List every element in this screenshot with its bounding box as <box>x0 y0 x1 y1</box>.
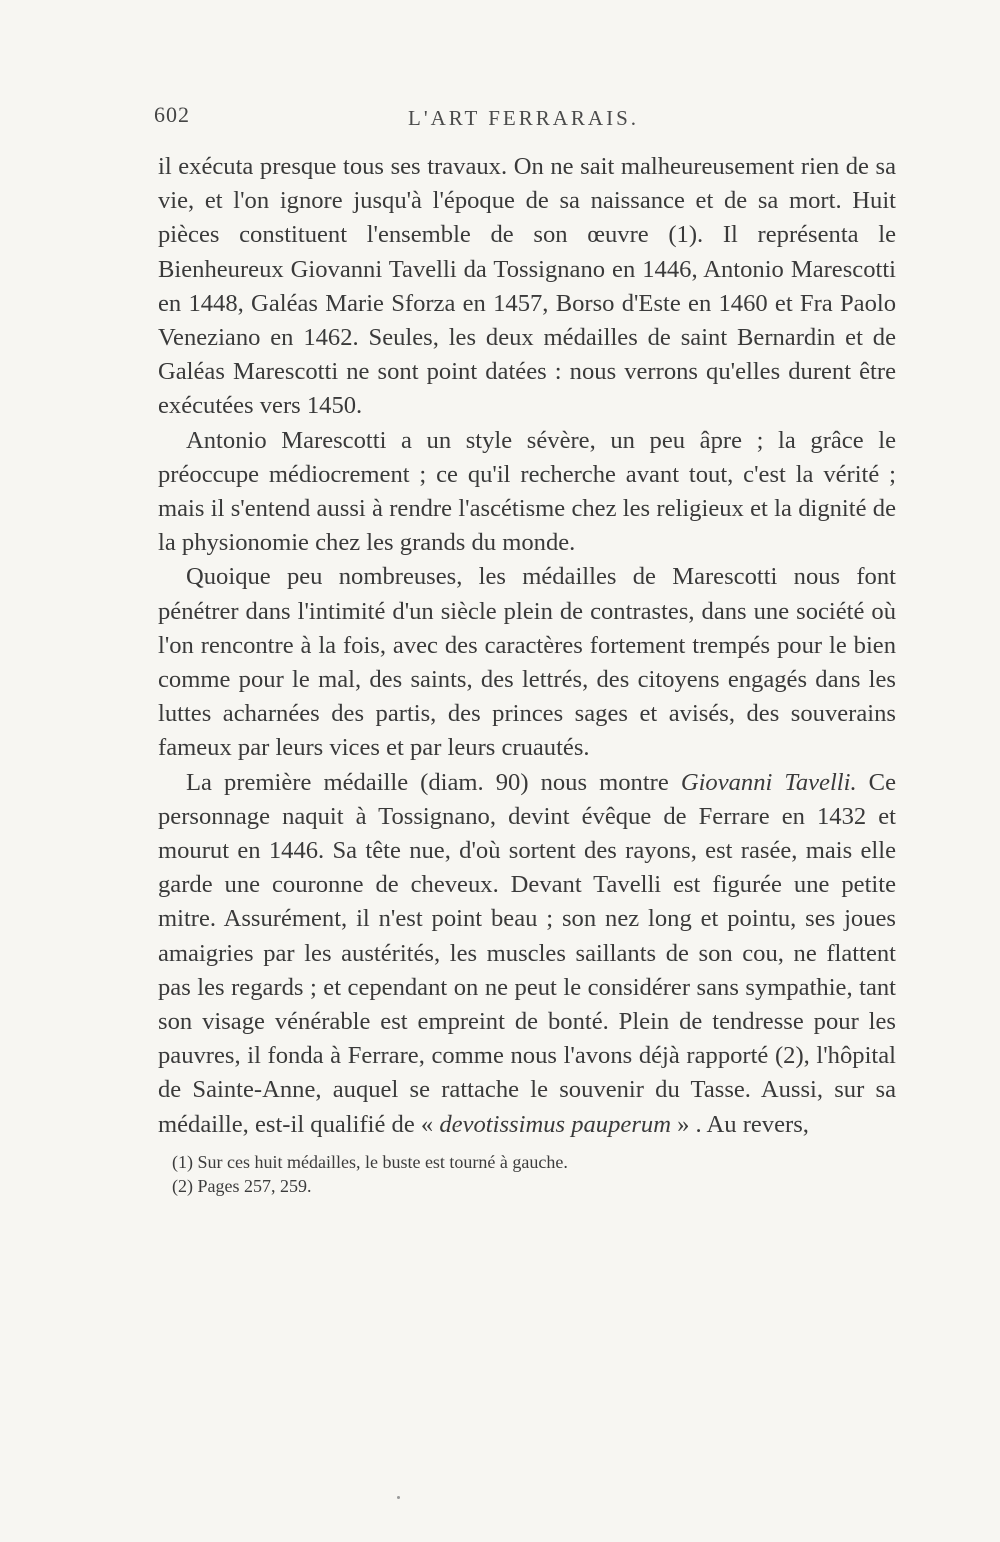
paragraph-2: Antonio Marescotti a un style sévère, un peu âpre ; la grâce le préoccupe médiocrement ; ce qu'il recherche avant tout, c'est la vérité ; mais il s'entend aussi à rendre l'ascétisme chez les religieux et la dignité de la physionomie chez les grands du monde. <box>158 426 896 557</box>
paragraph-4-part-b: Ce personnage naquit à Tossignano, devint évêque de Ferrare en 1432 et mourut en 1446. Sa tête nue, d'où sortent des rayons, est rasée, mais elle garde une couronne de cheveux. Devant Tavelli est figurée une petite mitre. Assurément, il n'est point beau ; son nez long et pointu, ses joues amaigries par les austérités, les muscles saillants de son cou, ne flattent pas les regards ; et cependant on ne peut le considérer sans sympathie, tant son visage vénérable est empreint de bonté. Plein de tendresse pour les pauvres, il fonda à Ferrare, comme nous l'avons déjà rapporté (2), l'hôpital de Sainte-Anne, auquel se rattache le souvenir du Tasse. Aussi, sur sa médaille, est-il qualifié de « <box>158 768 897 1138</box>
page-number: 602 <box>154 102 190 127</box>
paragraph-1: il exécuta presque tous ses travaux. On ne sait malheureusement rien de sa vie, et l'on ignore jusqu'à l'époque de sa naissance et de sa mort. Huit pièces constituent l'ensemble de son œuvre (1). Il représenta le Bienheureux Giovanni Tavelli da Tossignano en 1446, Antonio Marescotti en 1448, Galéas Marie Sforza en 1457, Borso d'Este en 1460 et Fra Paolo Veneziano en 1462. Seules, les deux médailles de saint Bernardin et de Galéas Marescotti ne sont point datées : nous verrons qu'elles durent être exécutées vers 1450. <box>158 153 896 420</box>
page-header <box>154 98 896 138</box>
paragraph-4 <box>158 766 896 1142</box>
paper-speck <box>397 1496 400 1499</box>
paragraph-4-part-c: » . Au revers, <box>670 1110 809 1138</box>
body-text <box>158 150 896 1142</box>
footnote-1: (1) Sur ces huit médailles, le buste est tourné à gauche. <box>172 1151 568 1172</box>
paragraph-3: Quoique peu nombreuses, les médailles de Marescotti nous font pénétrer dans l'intimité d'un siècle plein de contrastes, dans une société où l'on rencontre à la fois, avec des caractères fortement trempés pour le bien comme pour le mal, des saints, des lettrés, des citoyens engagés dans les luttes acharnées des partis, des princes sages et avisés, des souverains fameux par leurs vices et par leurs cruautés. <box>158 563 896 762</box>
running-title: L'ART FERRARAIS. <box>408 106 640 130</box>
medal-subject-name: Giovanni Tavelli. <box>680 768 857 796</box>
book-page <box>154 98 897 1198</box>
footnotes <box>172 1150 896 1198</box>
paragraph-4-part-a: La première médaille (diam. 90) nous montre <box>186 768 681 796</box>
medal-inscription-quote: devotissimus pauperum <box>439 1110 671 1138</box>
footnote-2: (2) Pages 257, 259. <box>172 1175 312 1196</box>
